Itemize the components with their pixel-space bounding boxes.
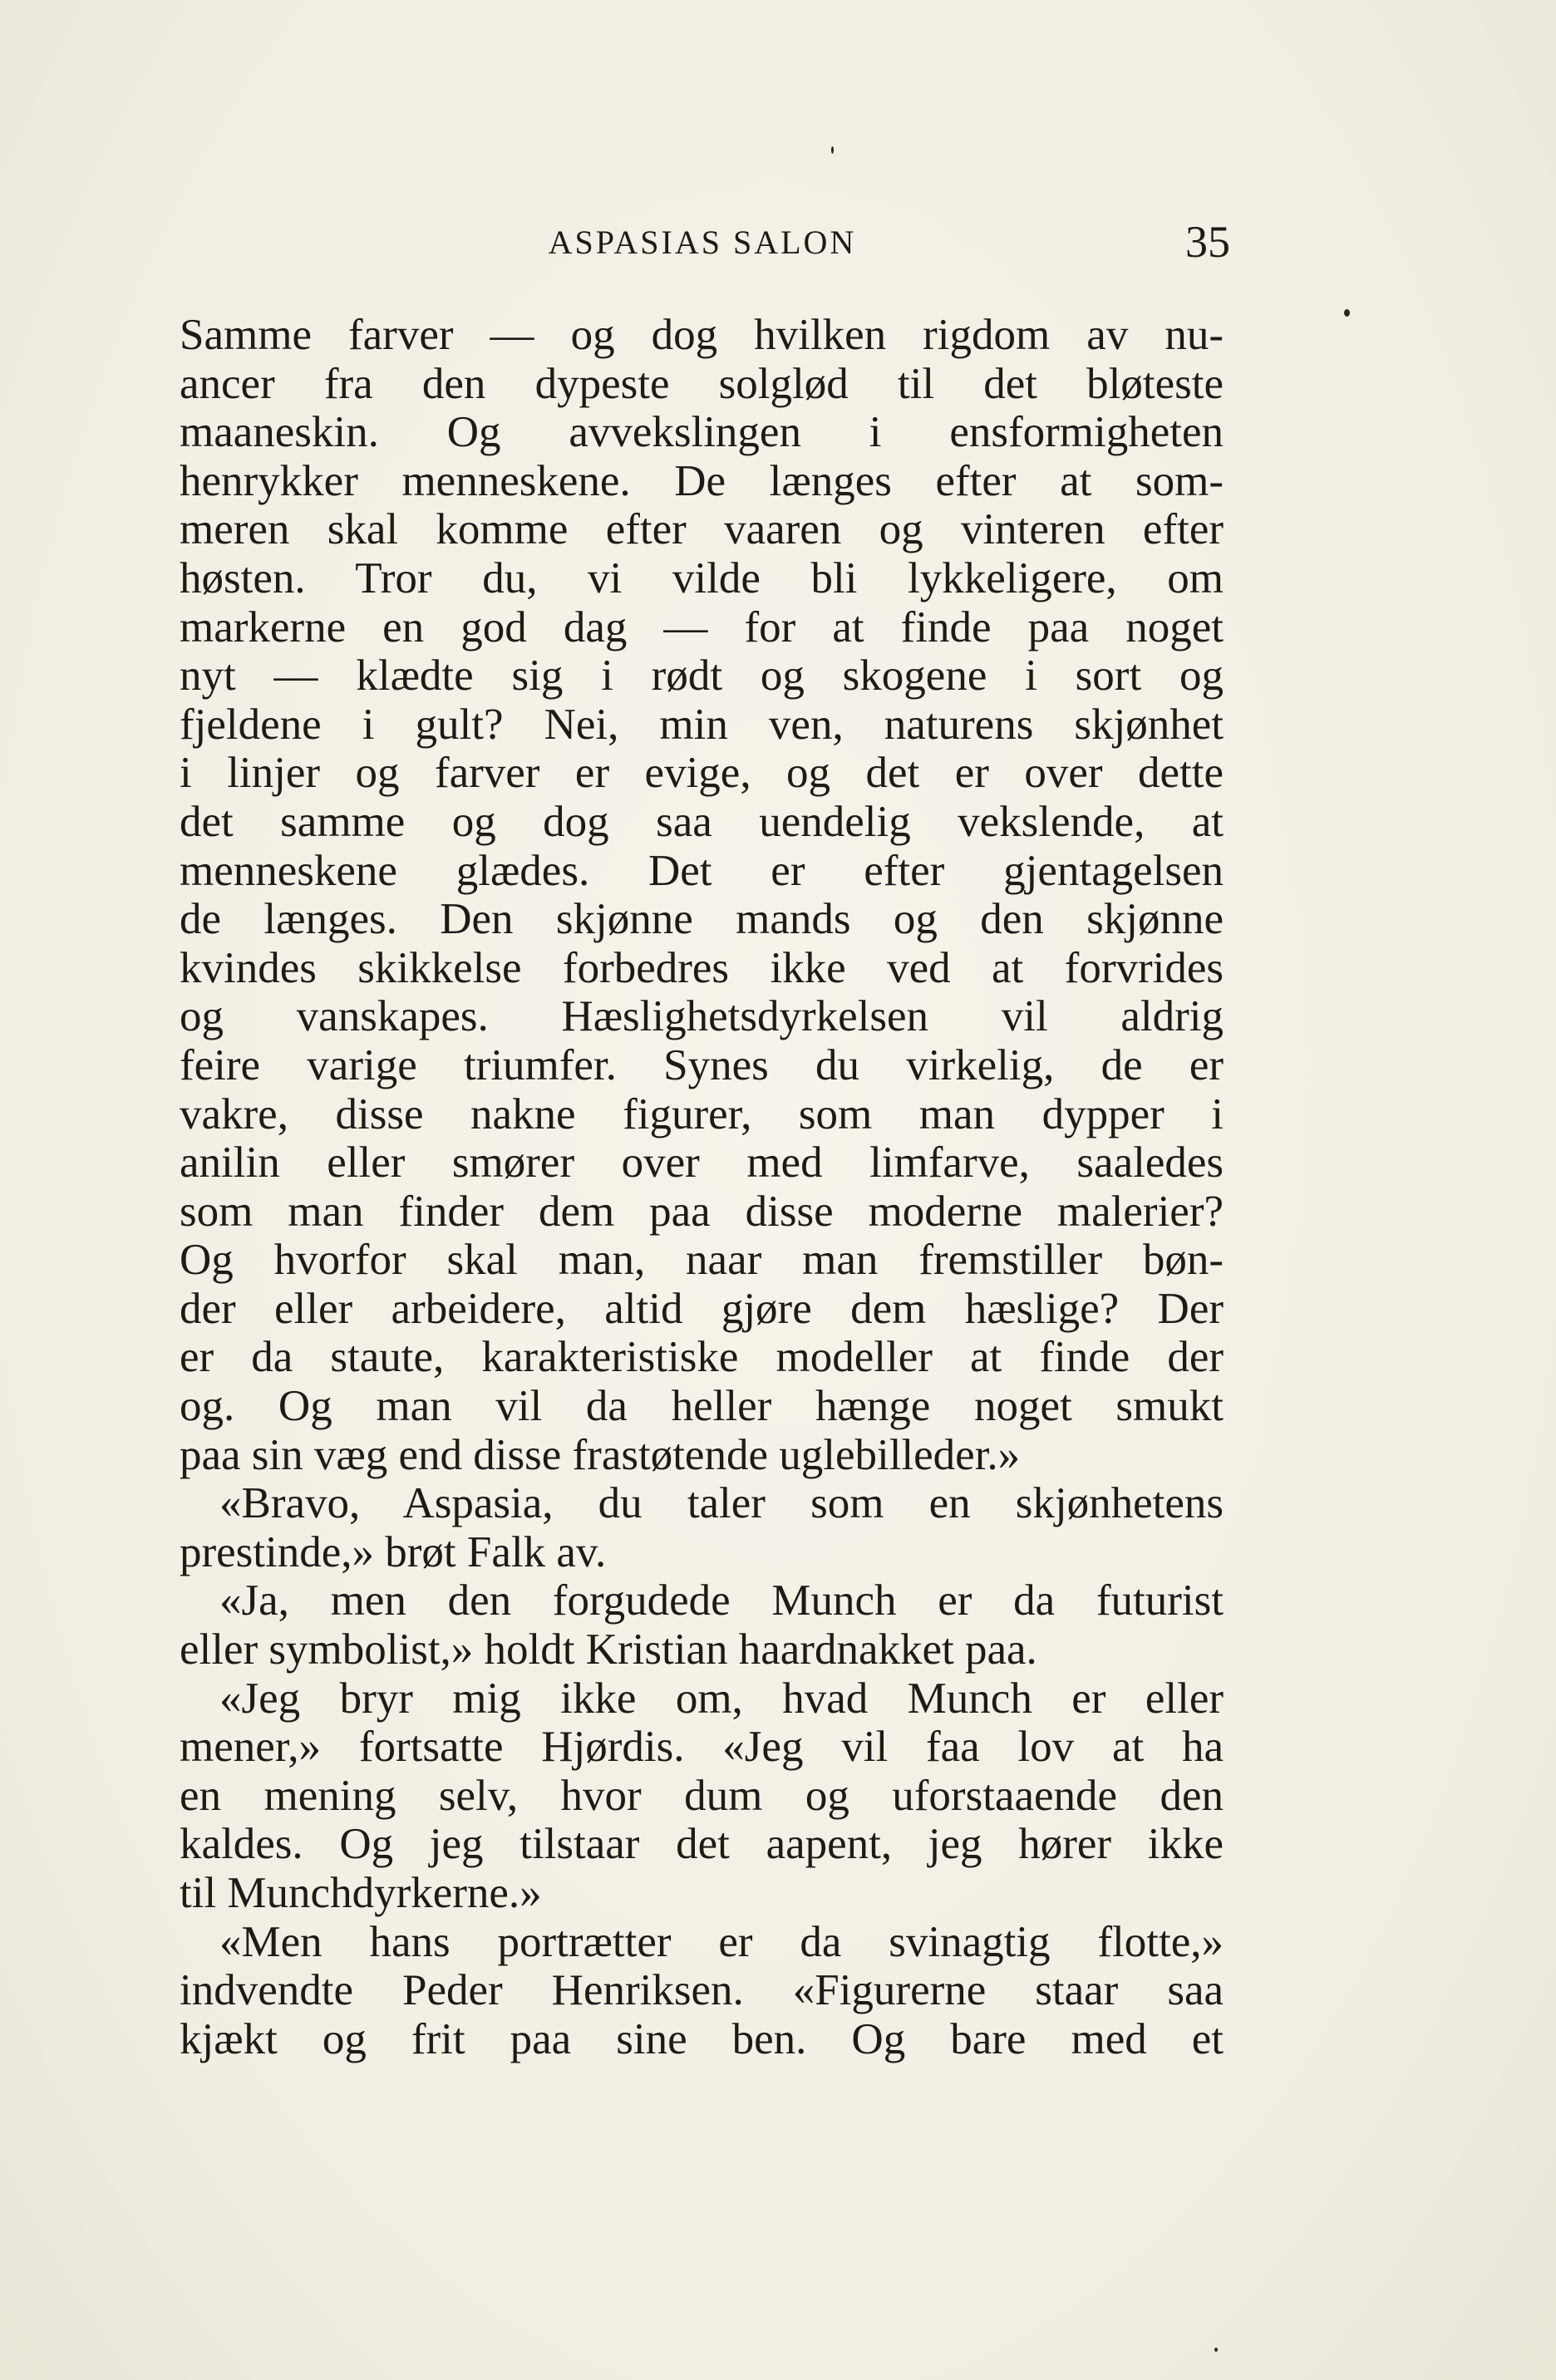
text-line: «Men hans portrætter er da svinagtig flotte,» [219, 1917, 1224, 1966]
text-line: til Munchdyrkerne.» [180, 1869, 542, 1917]
text-line: markerne en god dag — for at finde paa noget [180, 602, 1224, 652]
text-line: mener,» fortsatte Hjørdis. «Jeg vil faa lov at ha [180, 1723, 1224, 1772]
text-line: prestinde,» brøt Falk av. [180, 1527, 607, 1576]
print-speck [1344, 309, 1350, 317]
text-line: og vanskapes. Hæslighetsdyrkelsen vil aldrig [180, 992, 1224, 1041]
body-text [180, 311, 1224, 2063]
text-line: «Bravo, Aspasia, du taler som en skjønhetens [219, 1479, 1224, 1528]
text-line: «Jeg bryr mig ikke om, hvad Munch er eller [219, 1674, 1224, 1723]
text-line: høsten. Tror du, vi vilde bli lykkeligere, om [180, 553, 1224, 602]
text-line: de længes. Den skjønne mands og den skjønne [180, 895, 1224, 944]
text-line: fjeldene i gult? Nei, min ven, naturens skjønhet [180, 700, 1224, 749]
text-line: kvindes skikkelse forbedres ikke ved at forvrides [180, 943, 1224, 992]
text-line: der eller arbeidere, altid gjøre dem hæslige? Der [180, 1284, 1224, 1333]
text-line: det samme og dog saa uendelig vekslende, at [180, 797, 1224, 846]
text-line: anilin eller smører over med limfarve, saaledes [180, 1138, 1224, 1188]
text-line: Samme farver — og dog hvilken rigdom av nu- [180, 311, 1224, 359]
text-line: menneskene glædes. Det er efter gjentagelsen [180, 846, 1224, 895]
text-line: meren skal komme efter vaaren og vinteren efter [180, 505, 1224, 554]
text-line: nyt — klædte sig i rødt og skogene i sort og [180, 652, 1224, 701]
running-title: ASPASIAS SALON [548, 224, 857, 261]
print-speck [1214, 2348, 1218, 2352]
text-line: indvendte Peder Henriksen. «Figurerne staar saa [180, 1966, 1224, 2015]
text-line: eller symbolist,» holdt Kristian haardnakket paa. [180, 1625, 1037, 1674]
text-line: vakre, disse nakne figurer, som man dypper i [180, 1089, 1224, 1138]
text-line: kjækt og frit paa sine ben. Og bare med et [180, 2014, 1224, 2063]
text-line: henrykker menneskene. De længes efter at som- [180, 456, 1224, 505]
text-line: i linjer og farver er evige, og det er over dette [180, 749, 1224, 798]
page-number: 35 [1185, 217, 1230, 267]
text-line: og. Og man vil da heller hænge noget smukt [180, 1382, 1224, 1431]
print-speck [831, 146, 834, 154]
text-line: Og hvorfor skal man, naar man fremstiller bøn- [180, 1236, 1224, 1285]
text-line: paa sin væg end disse frastøtende uglebilleder.» [180, 1430, 1021, 1479]
text-line: «Ja, men den forgudede Munch er da futurist [219, 1576, 1224, 1625]
text-line: maaneskin. Og avvekslingen i ensformigheten [180, 408, 1224, 457]
text-line: feire varige triumfer. Synes du virkelig, de er [180, 1040, 1224, 1089]
text-line: er da staute, karakteristiske modeller at finde der [180, 1333, 1224, 1382]
page-header [175, 217, 1230, 273]
text-line: kaldes. Og jeg tilstaar det aapent, jeg hører ikke [180, 1820, 1224, 1869]
text-line: en mening selv, hvor dum og uforstaaende den [180, 1771, 1224, 1820]
text-line: som man finder dem paa disse moderne malerier? [180, 1187, 1224, 1236]
text-line: ancer fra den dypeste solglød til det bløteste [180, 359, 1224, 408]
